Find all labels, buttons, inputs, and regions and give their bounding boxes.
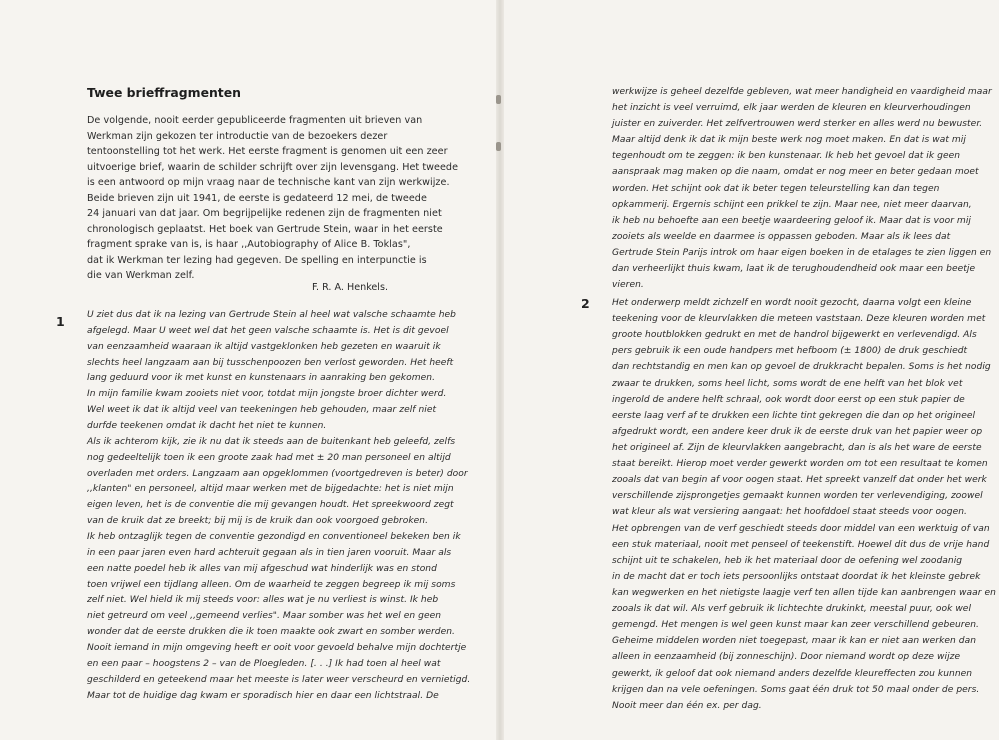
text-line: van de kruik dat ze breekt; bij mij is de kruik dan ook voorgoed gebroken. — [87, 516, 429, 527]
text-line: Geheime middelen worden niet toegepast, maar ik kan er niet aan werken dan — [612, 636, 977, 647]
staple-mark-bottom — [496, 142, 501, 151]
text-line: fragment sprake van is, is haar ,,Autobiography of Alice B. Toklas", — [87, 239, 411, 251]
text-line: zelf niet. Wel hield ik mij steeds voor: alles wat je nu verliest is winst. Ik heb — [87, 595, 439, 606]
text-line: 24 januari van dat jaar. Om begrijpelijke redenen zijn de fragmenten niet — [87, 208, 442, 220]
text-line: Als ik achterom kijk, zie ik nu dat ik steeds aan de buitenkant heb geleefd, zelfs — [87, 436, 456, 447]
book-gutter — [496, 0, 504, 740]
text-line: schijnt uit te schakelen, heb ik het materiaal door de oefening wel zoodanig — [612, 555, 963, 566]
fragment-1-text — [87, 308, 470, 704]
text-line: staat bereikt. Hierop moet verder gewerkt worden om tot een resultaat te komen — [612, 459, 988, 470]
text-line: tegenhoudt om te zeggen: ik ben kunstenaar. Ik heb het gevoel dat ik geen — [612, 151, 961, 162]
text-line: Maar tot de huidige dag kwam er sporadisch hier en daar een lichtstraal. De — [87, 690, 439, 701]
text-line: ik heb nu behoefte aan een beetje waardeering geloof ik. Maar dat is voor mij — [612, 215, 971, 226]
text-line: ingerold de andere helft schraal, ook wordt door eerst op een stuk papier de — [612, 394, 965, 405]
text-line: eerste laag verf af te drukken een lichte tint gekregen die dan op het origineel — [612, 410, 976, 421]
text-line: Het opbrengen van de verf geschiedt steeds door middel van een werktuig of van — [612, 523, 990, 534]
text-line: in de macht dat er toch iets persoonlijks ontstaat doordat ik het kleinste gebrek — [612, 571, 981, 582]
text-line: een stuk materiaal, nooit met penseel of teekenstift. Hoewel dit dus de vrije hand — [612, 539, 990, 550]
text-line: toen vrijwel een tijdlang alleen. Om de waarheid te zeggen begreep ik mij soms — [87, 579, 456, 590]
text-line: zooals ik dat wil. Als verf gebruik ik lichtechte drukinkt, meestal puur, ook wel — [612, 604, 972, 615]
text-line: afgedrukt wordt, een andere keer druk ik de eerste druk van het papier weer op — [612, 426, 983, 437]
text-line: Wel weet ik dat ik altijd veel van teekeningen heb gehouden, maar zelf niet — [87, 405, 437, 416]
text-line: chronologisch geplaatst. Het boek van Gertrude Stein, waar in het eerste — [87, 223, 443, 235]
text-line: gewerkt, ik geloof dat ook niemand anders dezelfde kleureffecten zou kunnen — [612, 668, 973, 679]
text-line: afgelegd. Maar U weet wel dat het geen valsche schaamte is. Het is dit gevoel — [87, 325, 449, 336]
text-line: Beide brieven zijn uit 1941, de eerste is gedateerd 12 mei, de tweede — [87, 192, 427, 204]
text-line: gemengd. Het mengen is wel geen kunst maar kan zeer verschillend gebeuren. — [612, 620, 979, 631]
text-line: verschillende zijsprongetjes gemaakt kunnen worden ter verlevendiging, zoowel — [612, 491, 983, 502]
text-line: het origineel af. Zijn de kleurvlakken aangebracht, dan is als het ware de eerste — [612, 442, 982, 453]
text-line: In mijn familie kwam zooiets niet voor, totdat mijn jongste broer dichter werd. — [87, 389, 447, 400]
text-line: zooals dat van begin af voor oogen staat. Het spreekt vanzelf dat onder het werk — [612, 475, 987, 486]
text-line: overladen met orders. Langzaam aan opgeklommen (voortgedreven is beter) door — [87, 468, 468, 479]
text-line: dan rechtstandig en men kan op gevoel de drukkracht bepalen. Soms is het nodig — [612, 362, 991, 373]
text-line: het inzicht is veel verruimd, elk jaar werden de kleuren en kleurverhoudingen — [612, 103, 971, 114]
text-line: geschilderd en geteekend maar het meeste is later weer verscheurd en vernietigd. — [87, 674, 471, 685]
text-line: tentoonstelling tot het werk. Het eerste fragment is genomen uit een zeer — [87, 146, 448, 158]
text-line: De volgende, nooit eerder gepubliceerde fragmenten uit brieven van — [87, 115, 423, 126]
text-line: groote houtblokken gedrukt en met de handrol bijgewerkt en verlevendigd. Als — [612, 330, 977, 341]
text-line: pers gebruik ik een oude handpers met hefboom (± 1800) de druk geschiedt — [612, 346, 968, 357]
text-line: Ik heb ontzaglijk tegen de conventie gezondigd en conventioneel bekeken ben ik — [87, 532, 461, 543]
text-line: alleen in eenzaamheid (bij zonneschijn). Door niemand wordt op deze wijze — [612, 652, 961, 663]
text-line: kan wegwerken en het nietigste laagje verf ten allen tijde kan aanbrengen waar en — [612, 587, 996, 598]
text-line: een natte poedel heb ik alles van mij afgeschud wat hinderlijk was en stond — [87, 563, 437, 574]
text-line: niet getreurd om veel ,,gemeend verlies". Maar somber was het wel en geen — [87, 611, 442, 622]
text-line: is een antwoord op mijn vraag naar de technische kant van zijn werkwijze. — [87, 177, 450, 189]
text-line: Maar altijd denk ik dat ik mijn beste werk nog moet maken. En dat is wat mij — [612, 135, 966, 146]
text-line: werkwijze is geheel dezelfde gebleven, wat meer handigheid en vaardigheid maar — [612, 87, 992, 97]
signature: F. R. A. Henkels. — [312, 282, 389, 293]
text-line: Gertrude Stein Parijs introk om haar eigen boeken in de etalages te zien liggen en — [612, 247, 992, 258]
text-line: Het onderwerp meldt zichzelf en wordt nooit gezocht, daarna volgt een kleine — [612, 298, 972, 308]
text-line: opkammerij. Ergernis schijnt een prikkel te zijn. Maar nee, niet meer daarvan, — [612, 199, 972, 210]
text-line: in een paar jaren even hard achteruit gegaan als in tien jaren vooruit. Maar als — [87, 547, 452, 558]
text-line: lang geduurd voor ik met kunst en kunstenaars in aanraking ben gekomen. — [87, 373, 436, 384]
text-line: durfde teekenen omdat ik dacht het niet te kunnen. — [87, 421, 327, 432]
text-line: dan verheerlijkt thuis kwam, laat ik de terughoudendheid ook maar een beetje — [612, 264, 976, 275]
text-line: worden. Het schijnt ook dat ik beter tegen teleurstelling kan dan tegen — [612, 183, 940, 194]
text-line: zooiets als weelde en daarmee is oppassen geboden. Maar als ik lees dat — [612, 231, 951, 242]
text-line: uitvoerige brief, waarin de schilder schrijft over zijn levensgang. Het tweede — [87, 161, 459, 173]
text-line: U ziet dus dat ik na lezing van Gertrude Stein al heel wat valsche schaamte heb — [87, 310, 456, 320]
text-line: slechts heel langzaam aan bij tusschenpoozen ben verlost geworden. Het heeft — [87, 357, 454, 368]
fragment-number-1: 1 — [56, 314, 65, 329]
text-line: nog gedeeltelijk toen ik een groote zaak had met ± 20 man personeel en altijd — [87, 452, 451, 463]
page-title: Twee brieffragmenten — [87, 85, 241, 100]
text-line: vieren. — [612, 280, 644, 291]
text-line: wonder dat de eerste drukken die ik toen maakte ook zwart en somber werden. — [87, 627, 455, 638]
text-line: eigen leven, het is de conventie die mij gevangen houdt. Het spreekwoord zegt — [87, 500, 454, 511]
fragment-2-text — [612, 295, 996, 714]
text-line: krijgen dan na vele oefeningen. Soms gaat één druk tot 50 maal onder de pers. — [612, 684, 980, 695]
text-line: die van Werkman zelf. — [87, 270, 195, 282]
fragment-number-2: 2 — [581, 296, 590, 311]
text-line: Werkman zijn gekozen ter introductie van de bezoekers dezer — [87, 130, 388, 142]
text-line: en een paar – hoogstens 2 – van de Ploegleden. [. . .] Ik had toen al heel wat — [87, 658, 441, 669]
text-line: teekening voor de kleurvlakken die meteen vaststaan. Deze kleuren worden met — [612, 314, 986, 325]
fragment-1-continuation — [612, 84, 992, 293]
text-line: juister en zuiverder. Het zelfvertrouwen werd sterker en alles werd nu bewuster. — [612, 119, 983, 130]
text-line: ,,klanten" en personeel, altijd maar werken met de bijgedachte: het is niet mijn — [87, 484, 454, 495]
text-line: Nooit meer dan één ex. per dag. — [612, 700, 762, 711]
text-line: aanspraak mag maken op die naam, omdat er nog meer en beter gedaan moet — [612, 167, 979, 178]
intro-paragraph — [87, 113, 467, 284]
text-line: dat ik Werkman ter lezing had gegeven. De spelling en interpunctie is — [87, 254, 427, 266]
text-line: zwaar te drukken, soms heel licht, soms wordt de ene helft van het blok vet — [612, 378, 963, 389]
text-line: wat kleur als wat versiering aangaat: het hoofddoel staat steeds voor oogen. — [612, 507, 967, 518]
text-line: van eenzaamheid waaraan ik altijd vastgeklonken heb gezeten en waaruit ik — [87, 341, 441, 352]
text-line: Nooit iemand in mijn omgeving heeft er ooit voor gevoeld behalve mijn dochtertje — [87, 643, 467, 654]
staple-mark-top — [496, 95, 501, 104]
